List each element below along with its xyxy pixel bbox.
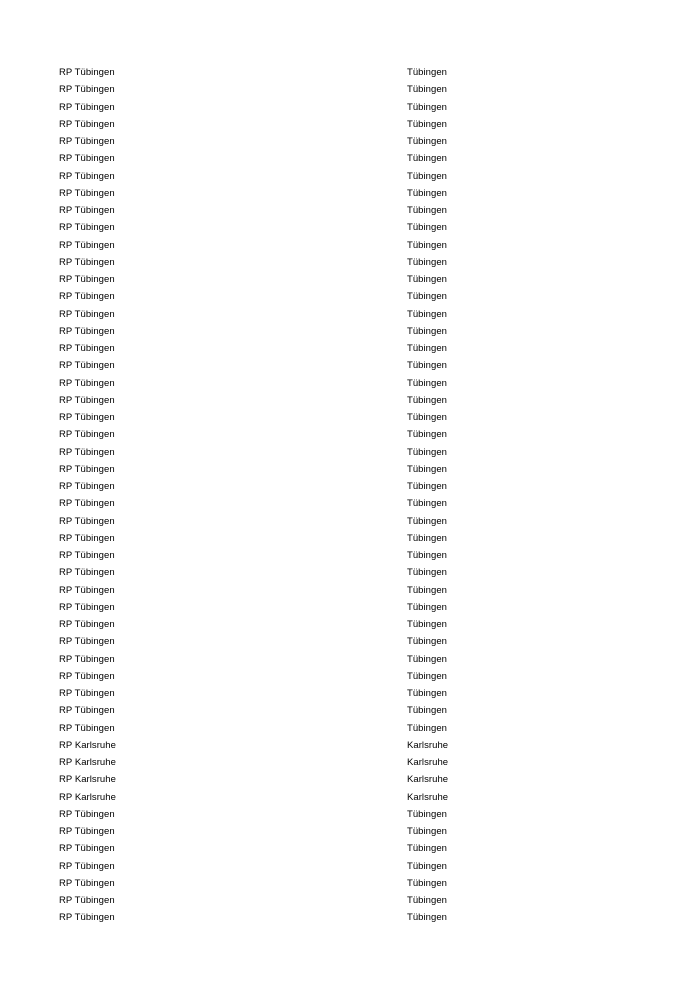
cell-city: Tübingen — [407, 532, 448, 544]
table-row — [59, 737, 639, 754]
table-row — [59, 858, 639, 875]
cell-authority: RP Tübingen — [59, 705, 115, 717]
cell-authority: RP Tübingen — [59, 808, 115, 820]
cell-authority: RP Tübingen — [59, 722, 115, 734]
cell-authority: RP Tübingen — [59, 239, 115, 251]
cell-city: Tübingen — [407, 205, 448, 216]
table-row — [59, 185, 639, 202]
table-row — [59, 633, 639, 650]
cell-authority: RP Tübingen — [59, 222, 115, 234]
cell-city: Karlsruhe — [407, 757, 449, 768]
table-row — [59, 875, 639, 892]
cell-city: Tübingen — [407, 912, 448, 924]
cell-city: Tübingen — [407, 412, 448, 423]
table-row — [59, 789, 639, 806]
cell-authority: RP Karlsruhe — [59, 739, 116, 751]
table-row — [59, 306, 639, 323]
cell-city: Tübingen — [407, 377, 448, 389]
cell-city: Tübingen — [407, 67, 448, 78]
table-row — [59, 64, 639, 81]
cell-authority: RP Tübingen — [59, 895, 115, 906]
cell-authority: RP Tübingen — [59, 308, 115, 320]
cell-authority: RP Tübingen — [59, 636, 115, 648]
cell-authority: RP Tübingen — [59, 377, 115, 389]
cell-city: Tübingen — [407, 653, 448, 665]
table-row — [59, 409, 639, 426]
cell-authority: RP Tübingen — [59, 291, 115, 303]
cell-authority: RP Tübingen — [59, 101, 115, 113]
table-row — [59, 685, 639, 702]
cell-city: Tübingen — [407, 895, 448, 906]
cell-city: Tübingen — [407, 360, 448, 372]
table-row — [59, 357, 639, 374]
table-row — [59, 254, 639, 271]
table-row — [59, 668, 639, 685]
cell-authority: RP Tübingen — [59, 912, 115, 924]
cell-city: Tübingen — [407, 118, 448, 130]
cell-city: Tübingen — [407, 84, 448, 96]
document-row-list — [59, 64, 639, 927]
table-row — [59, 840, 639, 857]
cell-authority: RP Tübingen — [59, 877, 115, 889]
table-row — [59, 150, 639, 167]
table-row — [59, 754, 639, 771]
cell-city: Tübingen — [407, 222, 448, 234]
cell-city: Tübingen — [407, 688, 448, 699]
table-row — [59, 237, 639, 254]
table-row — [59, 616, 639, 633]
cell-authority: RP Tübingen — [59, 274, 115, 285]
cell-authority: RP Tübingen — [59, 67, 115, 78]
cell-city: Tübingen — [407, 170, 448, 182]
cell-city: Tübingen — [407, 843, 448, 855]
table-row — [59, 288, 639, 305]
cell-city: Tübingen — [407, 636, 448, 648]
cell-authority: RP Tübingen — [59, 688, 115, 699]
cell-city: Karlsruhe — [407, 739, 449, 751]
cell-authority: RP Tübingen — [59, 84, 115, 96]
cell-city: Tübingen — [407, 291, 448, 303]
cell-authority: RP Tübingen — [59, 136, 115, 147]
cell-authority: RP Tübingen — [59, 601, 115, 613]
table-row — [59, 375, 639, 392]
cell-authority: RP Tübingen — [59, 860, 115, 872]
cell-city: Tübingen — [407, 584, 448, 596]
table-row — [59, 81, 639, 98]
cell-authority: RP Karlsruhe — [59, 757, 116, 768]
table-row — [59, 219, 639, 236]
table-row — [59, 599, 639, 616]
table-row — [59, 823, 639, 840]
cell-city: Tübingen — [407, 446, 448, 458]
table-row — [59, 323, 639, 340]
cell-city: Tübingen — [407, 429, 448, 441]
cell-authority: RP Tübingen — [59, 394, 115, 406]
cell-authority: RP Tübingen — [59, 498, 115, 510]
cell-authority: RP Tübingen — [59, 653, 115, 665]
cell-city: Tübingen — [407, 826, 448, 837]
table-row — [59, 909, 639, 926]
table-row — [59, 771, 639, 788]
cell-city: Tübingen — [407, 601, 448, 613]
cell-city: Tübingen — [407, 239, 448, 251]
table-row — [59, 530, 639, 547]
cell-city: Tübingen — [407, 343, 448, 354]
cell-city: Tübingen — [407, 860, 448, 872]
table-row — [59, 651, 639, 668]
cell-city: Tübingen — [407, 101, 448, 113]
cell-city: Tübingen — [407, 187, 448, 199]
cell-authority: RP Tübingen — [59, 170, 115, 182]
cell-city: Tübingen — [407, 394, 448, 406]
table-row — [59, 892, 639, 909]
cell-authority: RP Tübingen — [59, 360, 115, 372]
table-row — [59, 116, 639, 133]
table-row — [59, 806, 639, 823]
table-row — [59, 392, 639, 409]
cell-authority: RP Tübingen — [59, 429, 115, 441]
cell-city: Tübingen — [407, 308, 448, 320]
table-row — [59, 702, 639, 719]
cell-city: Tübingen — [407, 705, 448, 717]
cell-city: Karlsruhe — [407, 774, 449, 786]
cell-authority: RP Tübingen — [59, 446, 115, 458]
cell-city: Karlsruhe — [407, 791, 449, 803]
table-row — [59, 547, 639, 564]
table-row — [59, 271, 639, 288]
cell-city: Tübingen — [407, 550, 448, 561]
cell-city: Tübingen — [407, 567, 448, 579]
table-row — [59, 478, 639, 495]
cell-city: Tübingen — [407, 463, 448, 475]
table-row — [59, 426, 639, 443]
cell-city: Tübingen — [407, 670, 448, 682]
cell-authority: RP Tübingen — [59, 256, 115, 268]
cell-authority: RP Tübingen — [59, 532, 115, 544]
cell-authority: RP Tübingen — [59, 153, 115, 165]
table-row — [59, 133, 639, 150]
cell-city: Tübingen — [407, 153, 448, 165]
table-row — [59, 461, 639, 478]
cell-city: Tübingen — [407, 619, 448, 630]
cell-authority: RP Tübingen — [59, 826, 115, 837]
cell-authority: RP Tübingen — [59, 567, 115, 579]
cell-authority: RP Tübingen — [59, 412, 115, 423]
table-row — [59, 564, 639, 581]
table-row — [59, 99, 639, 116]
cell-authority: RP Tübingen — [59, 463, 115, 475]
cell-authority: RP Tübingen — [59, 550, 115, 561]
cell-authority: RP Tübingen — [59, 584, 115, 596]
cell-authority: RP Tübingen — [59, 343, 115, 354]
cell-city: Tübingen — [407, 877, 448, 889]
cell-city: Tübingen — [407, 274, 448, 285]
cell-authority: RP Tübingen — [59, 515, 115, 527]
cell-city: Tübingen — [407, 136, 448, 147]
cell-city: Tübingen — [407, 515, 448, 527]
table-row — [59, 495, 639, 512]
table-row — [59, 340, 639, 357]
cell-city: Tübingen — [407, 325, 448, 337]
table-row — [59, 168, 639, 185]
cell-city: Tübingen — [407, 722, 448, 734]
cell-authority: RP Tübingen — [59, 118, 115, 130]
cell-city: Tübingen — [407, 481, 448, 492]
table-row — [59, 513, 639, 530]
cell-authority: RP Karlsruhe — [59, 774, 116, 786]
cell-city: Tübingen — [407, 498, 448, 510]
cell-city: Tübingen — [407, 808, 448, 820]
table-row — [59, 202, 639, 219]
cell-authority: RP Tübingen — [59, 619, 115, 630]
table-row — [59, 720, 639, 737]
cell-authority: RP Tübingen — [59, 325, 115, 337]
table-row — [59, 444, 639, 461]
cell-authority: RP Karlsruhe — [59, 791, 116, 803]
cell-authority: RP Tübingen — [59, 843, 115, 855]
table-row — [59, 582, 639, 599]
cell-city: Tübingen — [407, 256, 448, 268]
cell-authority: RP Tübingen — [59, 670, 115, 682]
cell-authority: RP Tübingen — [59, 481, 115, 492]
cell-authority: RP Tübingen — [59, 187, 115, 199]
cell-authority: RP Tübingen — [59, 205, 115, 216]
